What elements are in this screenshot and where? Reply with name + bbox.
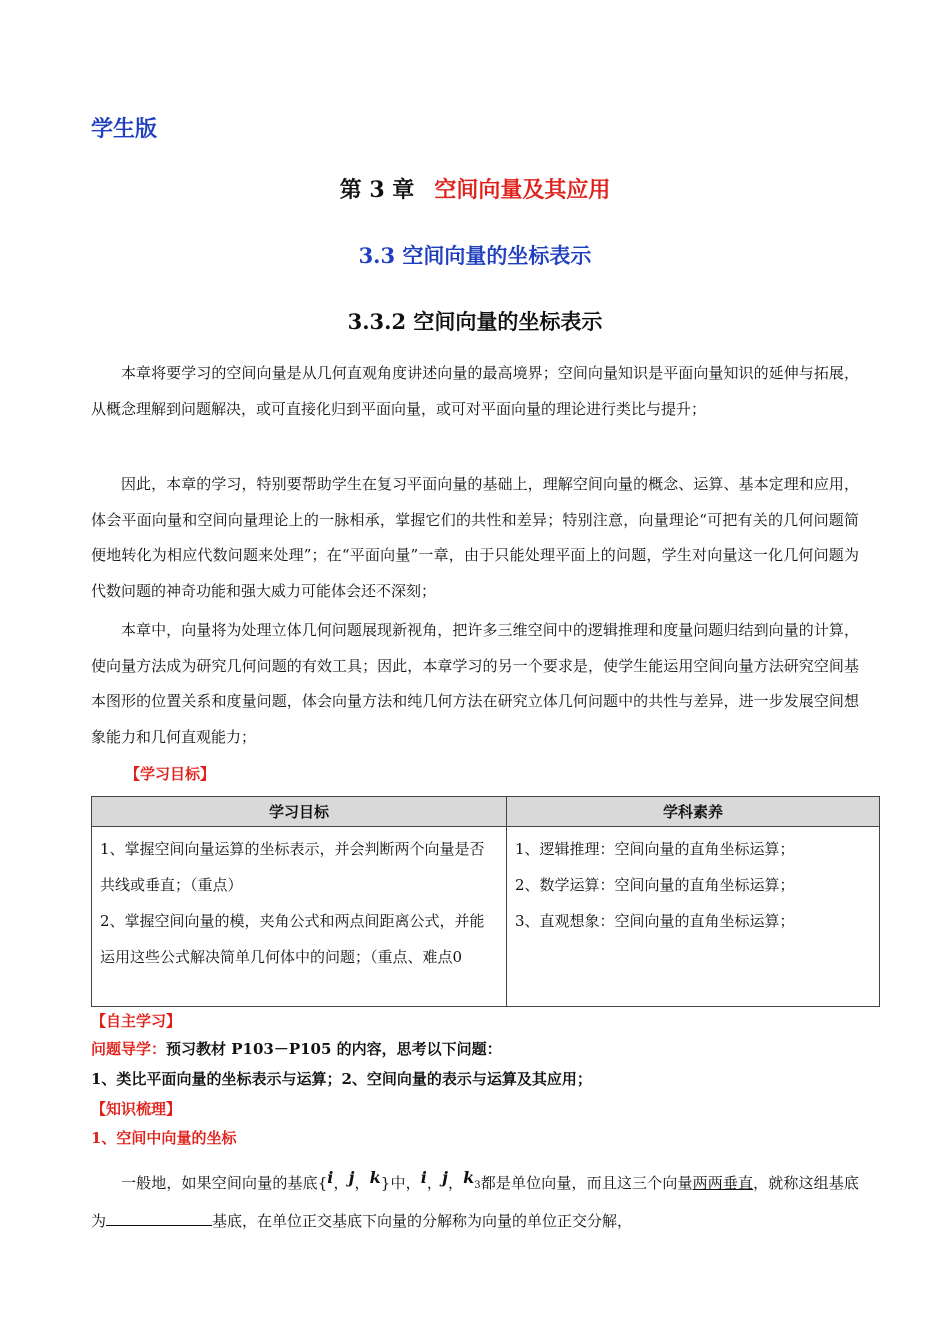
literacy-item: 3、直观想象：空间向量的直角坐标运算； [515,912,795,930]
vector-i: i [420,1168,427,1187]
literacy-item: 1、逻辑推理：空间向量的直角坐标运算； [515,840,795,858]
guide-line [91,1038,502,1059]
basis-text: 都是单位向量，而且这三个向量 [480,1174,693,1192]
separator: ， [354,1174,370,1192]
table-header: 学习目标 [92,797,507,827]
learning-goals-tag: 【学习目标】 [125,765,216,783]
table-header: 学科素养 [507,797,880,827]
separator: ， [333,1174,349,1192]
intro-paragraph: 因此，本章的学习，特别要帮助学生在复习平面向量的基础上，理解空间向量的概念、运算、基本定理和应用，体会平面向量和空间向量理论上的一脉相承，掌握它们的共性和差异；特别注意，向量理论“可把有关的几何问题简便地转化为相应代数问题来处理”；在“平面向量”一章，由于只能处理平面上的问题，学生对向量这一化几何问题为代数问题的神奇功能和强大威力可能体会还不深刻； [91,475,859,600]
basis-text: }中， [380,1174,421,1192]
basis-paragraph [91,1165,859,1239]
vector-i: i [327,1168,334,1187]
table-row [92,827,880,1007]
vector-k: k [463,1168,475,1187]
intro-paragraph: 本章将要学习的空间向量是从几何直观角度讲述向量的最高境界；空间向量知识是平面向量知识的延伸与拓展，从概念理解到问题解决，或可直接化归到平面向量，或可对平面向量的理论进行类比与提升； [91,364,859,418]
subsection-title: 3.3.2 空间向量的坐标表示 [347,309,603,334]
subscript: 3 [474,1180,481,1191]
section-title: 3.3 空间向量的坐标表示 [358,243,592,268]
vector-k: k [369,1168,381,1187]
knowledge-subheading: 1、空间中向量的坐标 [91,1129,237,1147]
goal-item: 1、掌握空间向量运算的坐标表示，并会判断两个向量是否共线或垂直；（重点） [100,840,485,894]
underlined-term: 两两垂直 [692,1174,754,1192]
separator: ， [447,1174,464,1192]
literacy-item: 2、数学运算：空间向量的直角坐标运算； [515,876,795,894]
chapter-heading [0,173,950,204]
chapter-number: 第 3 章 [339,177,415,203]
table-header-row [92,797,880,827]
basis-text: 一般地，如果空间向量的基底{ [121,1174,328,1192]
guide-label: 问题导学： [91,1040,167,1058]
guide-questions: 1、类比平面向量的坐标表示与运算；2、空间向量的表示与运算及其应用； [91,1070,592,1088]
knowledge-tag: 【知识梳理】 [91,1100,182,1118]
fill-blank[interactable] [106,1209,212,1226]
literacy-cell [507,827,880,1007]
separator: ， [426,1174,443,1192]
edition-label: 学生版 [91,116,158,142]
goals-cell [92,827,507,1007]
guide-text: 预习教材 P103－P105 的内容，思考以下问题： [166,1040,502,1058]
basis-text: ，就称这组基底为 [91,1174,859,1230]
vector-j: j [442,1168,448,1187]
vector-j: j [348,1168,355,1187]
intro-paragraph: 本章中，向量将为处理立体几何问题展现新视角，把许多三维空间中的逻辑推理和度量问题归结到向量的计算，使向量方法成为研究几何问题的有效工具；因此，本章学习的另一个要求是，使学生能运用空间向量方法研究空间基本图形的位置关系和度量问题，体会向量方法和纯几何方法在研究立体几何问题中的共性与差异，进一步发展空间想象能力和几何直观能力； [91,621,859,746]
self-study-tag: 【自主学习】 [91,1012,182,1030]
chapter-name: 空间向量及其应用 [434,178,611,203]
goal-item: 2、掌握空间向量的模，夹角公式和两点间距离公式，并能运用这些公式解决简单几何体中的问题；（重点、难点0 [100,912,485,966]
basis-text: 基底，在单位正交基底下向量的分解称为向量的单位正交分解， [212,1211,633,1230]
goals-table [91,796,880,1007]
